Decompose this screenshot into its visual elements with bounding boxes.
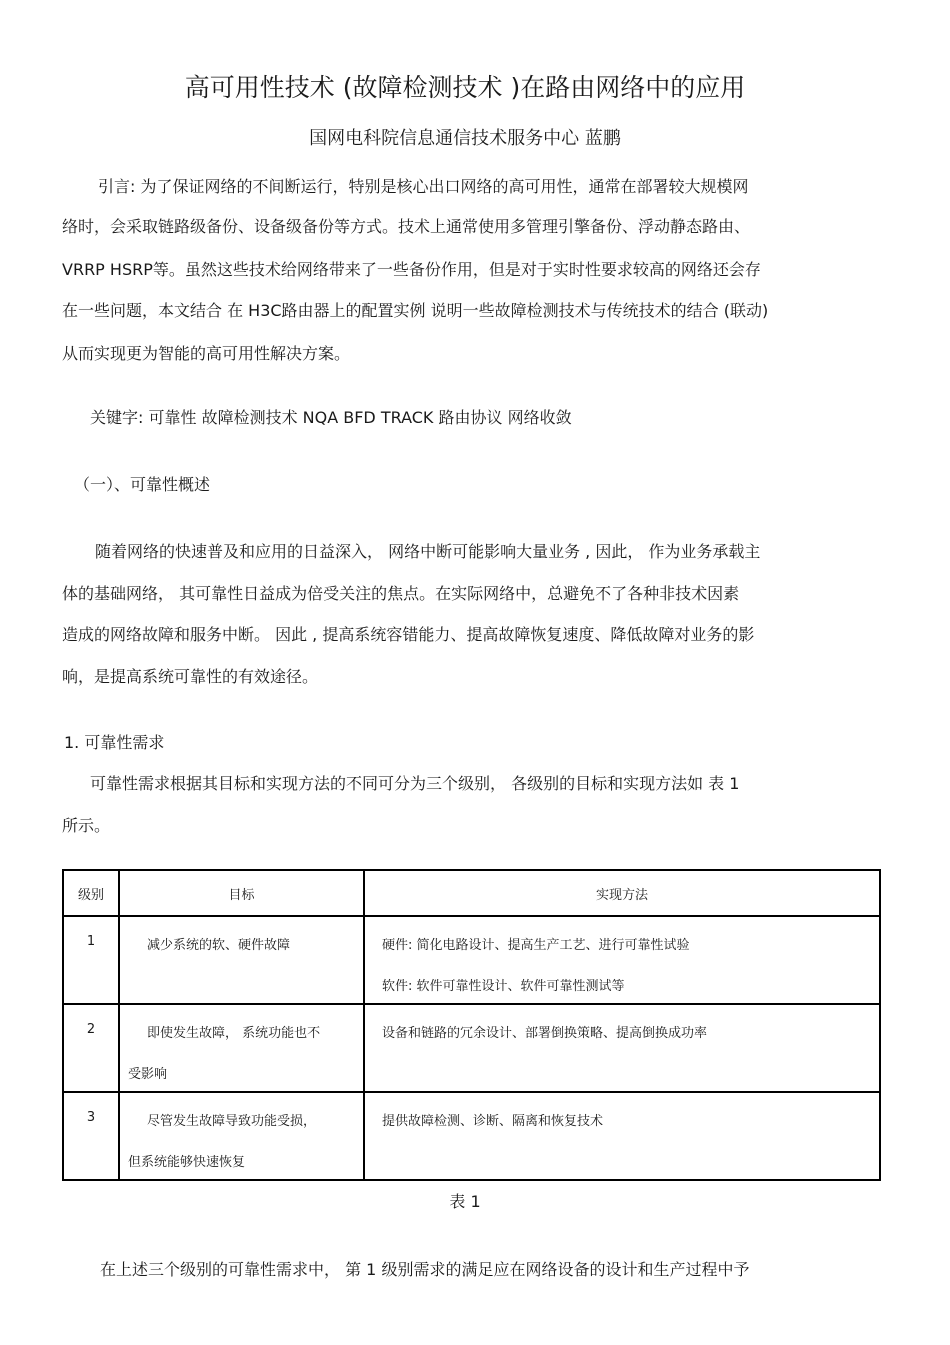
table-row <box>63 916 880 1004</box>
paragraph-line: 响，是提高系统可靠性的有效途径。 <box>62 667 319 686</box>
section-heading: （一）、可靠性概述 <box>74 475 211 494</box>
method-cell: 提供故障检测、诊断、隔离和恢复技术 <box>364 1092 880 1180</box>
method-cell: 设备和链路的冗余设计、部署倒换策略、提高倒换成功率 <box>364 1004 880 1092</box>
table-header-cell: 级别 <box>63 870 119 916</box>
paragraph-line: 体的基础网络， 其可靠性日益成为倍受关注的焦点。在实际网络中，总避免不了各种非技术因素 <box>62 584 740 603</box>
goal-cell: 尽管发生故障导致功能受损， 但系统能够快速恢复 <box>119 1092 364 1180</box>
paragraph-line: 造成的网络故障和服务中断。 因此 , 提高系统容错能力、提高故障恢复速度、降低故障对业务的影 <box>62 625 755 644</box>
reliability-table <box>62 869 881 1181</box>
paragraph-line: 可靠性需求根据其目标和实现方法的不同可分为三个级别， 各级别的目标和实现方法如 表 1 <box>90 774 740 793</box>
keywords-line: 关键字: 可靠性 故障检测技术 NQA BFD TRACK 路由协议 网络收敛 <box>90 408 572 427</box>
intro-line: 引言: 为了保证网络的不间断运行，特别是核心出口网络的高可用性，通常在部署较大规模网 <box>98 177 749 196</box>
table-row <box>63 1004 880 1092</box>
table-row <box>63 1092 880 1180</box>
intro-line: 在一些问题，本文结合 在 H3C路由器上的配置实例 说明一些故障检测技术与传统技术的结合 (联动) <box>62 301 769 320</box>
table-header-row <box>63 870 880 916</box>
paragraph-line: 随着网络的快速普及和应用的日益深入， 网络中断可能影响大量业务 , 因此， 作为业务承载主 <box>95 542 761 561</box>
paragraph-line: 在上述三个级别的可靠性需求中， 第 1 级别需求的满足应在网络设备的设计和生产过程中予 <box>100 1260 750 1279</box>
method-cell: 硬件: 简化电路设计、提高生产工艺、进行可靠性试验 软件: 软件可靠性设计、软件可靠性测试等 <box>364 916 880 1004</box>
level-cell: 3 <box>63 1092 119 1180</box>
intro-line: 络时，会采取链路级备份、设备级备份等方式。技术上通常使用多管理引擎备份、浮动静态路由、 <box>62 217 751 236</box>
page-title: 高可用性技术 (故障检测技术 )在路由网络中的应用 <box>184 73 746 102</box>
goal-cell: 减少系统的软、硬件故障 <box>119 916 364 1004</box>
table-caption: 表 1 <box>449 1192 481 1211</box>
intro-line: VRRP HSRP等。虽然这些技术给网络带来了一些备份作用，但是对于实时性要求较高的网络还会存 <box>62 260 761 279</box>
goal-cell: 即使发生故障， 系统功能也不 受影响 <box>119 1004 364 1092</box>
author-line: 国网电科院信息通信技术服务中心 蓝鹏 <box>309 128 621 149</box>
level-cell: 2 <box>63 1004 119 1092</box>
table-header-cell: 目标 <box>119 870 364 916</box>
paragraph-line: 所示。 <box>62 816 111 835</box>
intro-line: 从而实现更为智能的高可用性解决方案。 <box>62 344 351 363</box>
table-header-cell: 实现方法 <box>364 870 880 916</box>
subsection-heading: 1. 可靠性需求 <box>64 733 165 752</box>
level-cell: 1 <box>63 916 119 1004</box>
